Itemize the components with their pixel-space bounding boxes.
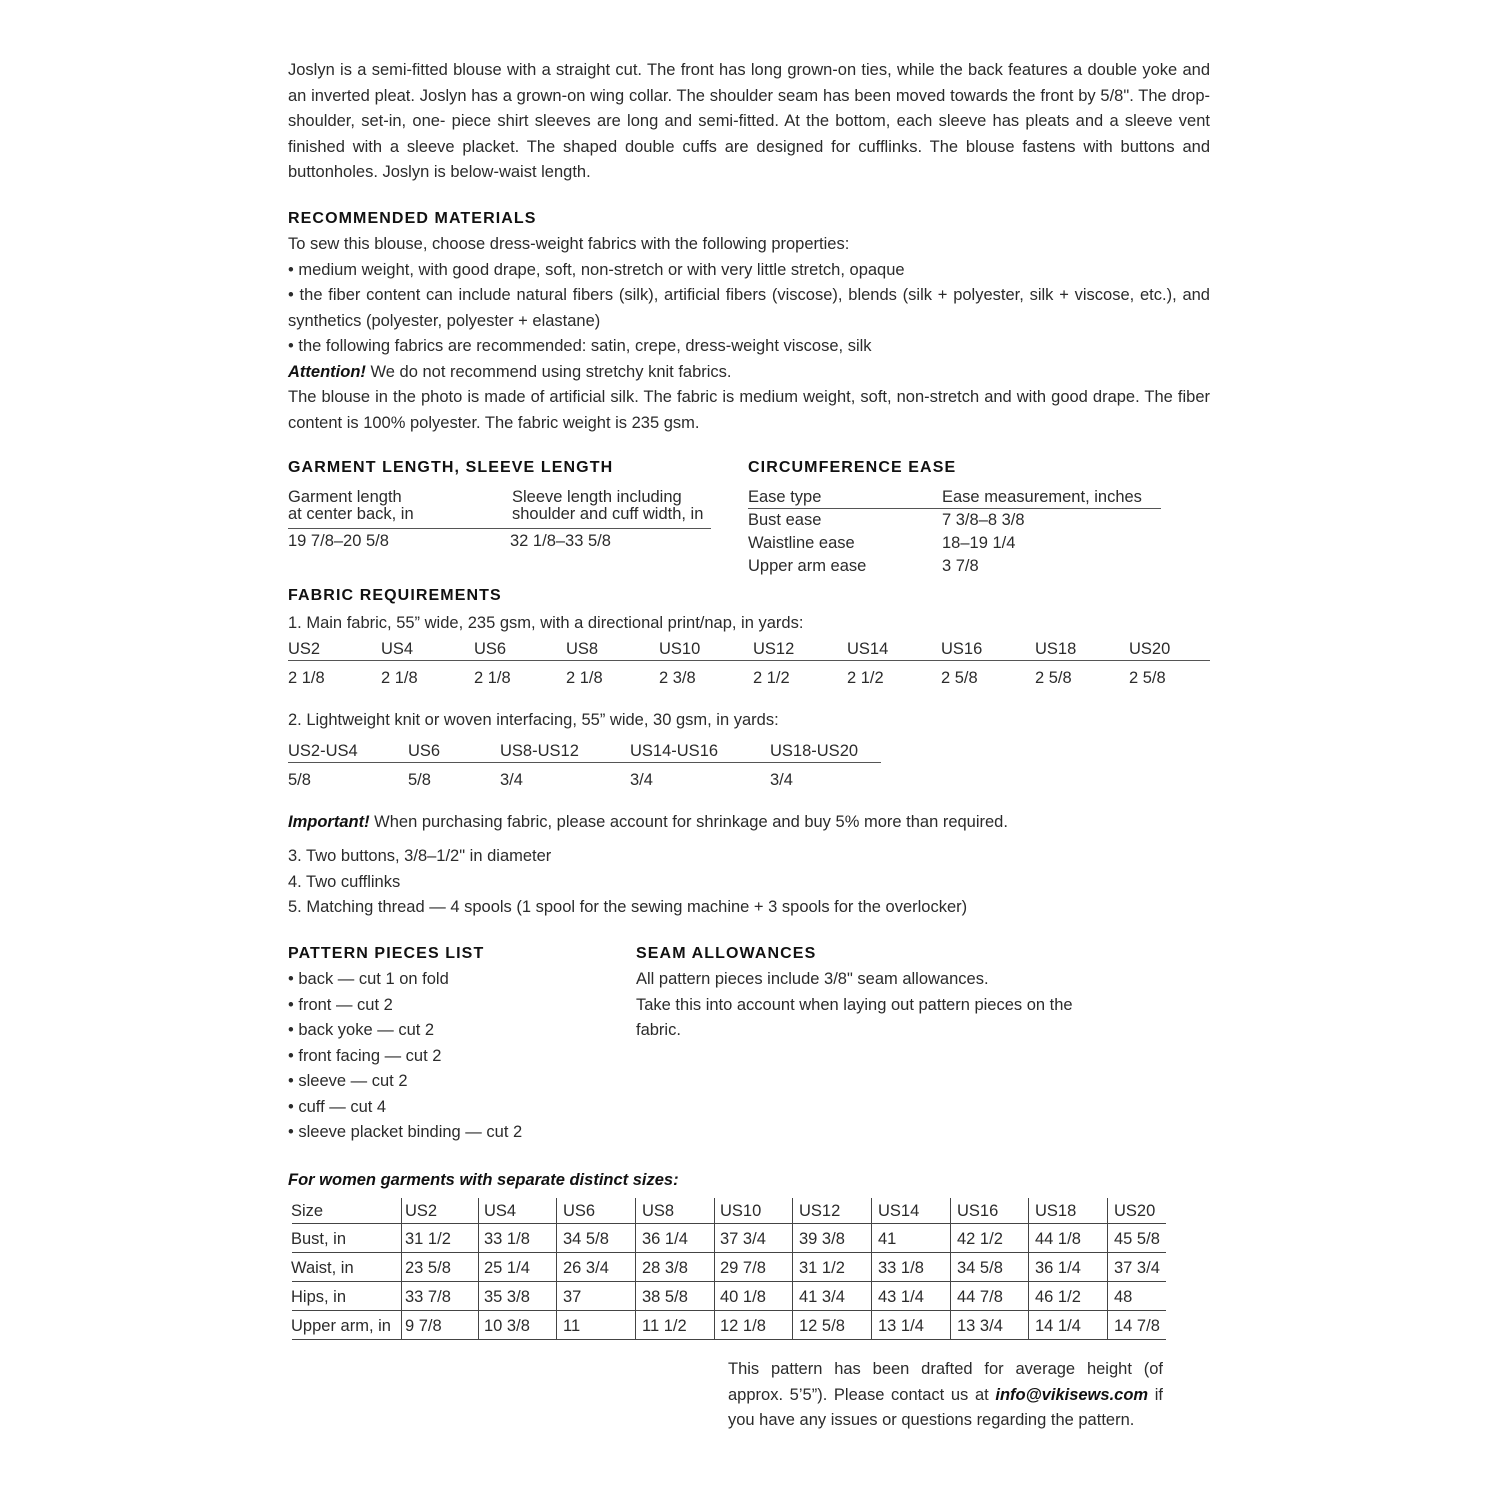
row-divider [292, 1223, 1166, 1224]
list-item: • front — cut 2 [288, 995, 393, 1014]
size-label: US6 [474, 640, 507, 658]
col-divider [556, 1198, 557, 1340]
size-chart-cell: 33 7/8 [405, 1288, 451, 1306]
header-line: Garment length [288, 488, 402, 506]
size-label: US8 [566, 640, 599, 658]
size-chart-cell: 44 7/8 [957, 1288, 1003, 1306]
ease-col-value: Ease measurement, inches [942, 488, 1142, 506]
header-line: shoulder and cuff width, in [512, 505, 704, 523]
col-divider [792, 1198, 793, 1340]
size-chart-cell: 37 [563, 1288, 582, 1306]
col-divider [478, 1198, 479, 1340]
size-label: US14-US16 [630, 742, 719, 760]
list-item: • sleeve — cut 2 [288, 1072, 408, 1090]
size-label: US20 [1129, 640, 1171, 658]
interfacing-label: 2. Lightweight knit or woven interfacing, 55” wide, 30 gsm, in yards: [288, 711, 779, 729]
size-chart-cell: 37 3/4 [1114, 1259, 1160, 1277]
size-chart-header-cell: US20 [1114, 1202, 1156, 1220]
size-chart-row-label: Bust, in [291, 1230, 347, 1248]
header-line: Sleeve length including [512, 488, 682, 506]
attention-text: We do not recommend using stretchy knit fabrics. [365, 362, 732, 381]
attention-note [288, 360, 1210, 386]
size-chart-header-cell: US12 [799, 1202, 841, 1220]
size-label: US10 [659, 640, 701, 658]
row-divider [292, 1252, 1166, 1253]
seam-heading: SEAM ALLOWANCES [636, 945, 817, 962]
size-chart-cell: 38 5/8 [642, 1288, 688, 1306]
size-chart-title: For women garments with separate distinct sizes: [288, 1171, 679, 1189]
col-divider [1107, 1198, 1108, 1340]
size-chart-cell: 45 5/8 [1114, 1230, 1160, 1248]
contact-email-link[interactable]: info@vikisews.com [995, 1385, 1149, 1404]
yardage-value: 5/8 [288, 771, 311, 789]
footer-text: This pattern has been drafted for average height (of approx. 5’5”). Please contact us at [728, 1360, 1163, 1404]
size-label: US12 [753, 640, 795, 658]
sleeve-length-col2-header [512, 489, 703, 523]
size-chart-cell: 33 1/8 [484, 1230, 530, 1248]
ease-type: Bust ease [748, 511, 822, 529]
size-chart-cell: 13 1/4 [878, 1317, 924, 1335]
size-chart-cell: 11 [563, 1317, 581, 1335]
yardage-value: 2 1/2 [753, 669, 790, 687]
photo-note: The blouse in the photo is made of artificial silk. The fabric is medium weight, soft, non-stretch and with good drape. The fiber content is 100% polyester. The fabric weight is 235 gsm. [288, 388, 1210, 432]
size-chart-header-cell: US6 [563, 1202, 596, 1220]
size-chart-cell: 31 1/2 [799, 1259, 845, 1277]
table-divider [288, 762, 881, 763]
garment-length-value: 19 7/8–20 5/8 [288, 532, 389, 550]
row-divider [292, 1339, 1166, 1340]
yardage-value: 2 5/8 [1129, 669, 1166, 687]
size-chart-cell: 42 1/2 [957, 1230, 1003, 1248]
important-label: Important! [288, 813, 370, 831]
list-item: • back — cut 1 on fold [288, 970, 449, 988]
size-chart-cell: 44 1/8 [1035, 1230, 1081, 1248]
yardage-value: 2 1/8 [381, 669, 418, 687]
sleeve-length-value: 32 1/8–33 5/8 [510, 532, 611, 550]
size-chart-cell: 43 1/4 [878, 1288, 924, 1306]
size-chart-cell: 31 1/2 [405, 1230, 451, 1248]
size-chart-header-cell: US16 [957, 1202, 999, 1220]
row-divider [292, 1281, 1166, 1282]
col-divider [714, 1198, 715, 1340]
size-chart-header-cell: US4 [484, 1202, 517, 1220]
ease-value: 18–19 1/4 [942, 534, 1016, 552]
ease-heading: CIRCUMFERENCE EASE [748, 459, 957, 476]
seam-line: All pattern pieces include 3/8" seam allowances. [636, 970, 989, 988]
size-chart-header-cell: US8 [642, 1202, 675, 1220]
size-chart-cell: 12 5/8 [799, 1317, 845, 1335]
size-chart-cell: 40 1/8 [720, 1288, 766, 1306]
yardage-value: 2 1/8 [474, 669, 511, 687]
seam-line: Take this into account when laying out pattern pieces on the fabric. [636, 995, 1073, 1039]
table-divider [288, 528, 711, 529]
header-line: at center back, in [288, 505, 414, 523]
size-chart-header-cell: US10 [720, 1202, 762, 1220]
ease-value: 7 3/8–8 3/8 [942, 511, 1025, 529]
size-chart-cell: 35 3/8 [484, 1288, 530, 1306]
list-item: • cuff — cut 4 [288, 1097, 387, 1116]
intro-paragraph: Joslyn is a semi-fitted blouse with a straight cut. The front has long grown-on ties, while the back features a double yoke and an inverted pleat. Joslyn has a grown-on wing collar. The shoulder seam has been moved towards the front by 5/8". The drop-shoulder, set-in, one- piece shirt sleeves are long and semi-fitted. At the bottom, each sleeve has pleats and a sleeve vent finished with a sleeve placket. The shaped double cuffs are designed for cufflinks. The blouse fastens with buttons and buttonholes. Joslyn is below-waist length. [288, 61, 1210, 181]
list-item: • front facing — cut 2 [288, 1046, 442, 1065]
materials-section [288, 232, 1210, 436]
materials-bullet: • medium weight, with good drape, soft, non-stretch or with very little stretch, opaque [288, 260, 905, 279]
list-item: • sleeve placket binding — cut 2 [288, 1123, 523, 1141]
size-chart-cell: 39 3/8 [799, 1230, 845, 1248]
size-chart-cell: 28 3/8 [642, 1259, 688, 1277]
materials-lead: To sew this blouse, choose dress-weight fabrics with the following properties: [288, 235, 850, 253]
col-divider [871, 1198, 872, 1340]
ease-type: Upper arm ease [748, 557, 867, 575]
size-chart-cell: 26 3/4 [563, 1259, 609, 1277]
col-divider [950, 1198, 951, 1340]
col-divider [635, 1198, 636, 1340]
size-label: US6 [408, 742, 441, 760]
yardage-value: 2 1/8 [288, 669, 325, 687]
list-item: 4. Two cufflinks [288, 872, 401, 891]
yardage-value: 3/4 [770, 771, 793, 789]
col-divider [1028, 1198, 1029, 1340]
yardage-value: 3/4 [500, 771, 523, 789]
fabric-heading: FABRIC REQUIREMENTS [288, 587, 502, 604]
size-chart-cell: 36 1/4 [1035, 1259, 1081, 1277]
col-divider [401, 1198, 402, 1340]
yardage-value: 2 1/8 [566, 669, 603, 687]
garment-length-heading: GARMENT LENGTH, SLEEVE LENGTH [288, 459, 614, 476]
ease-col-type: Ease type [748, 488, 822, 506]
size-chart-row-label: Hips, in [291, 1288, 347, 1306]
list-item: 3. Two buttons, 3/8–1/2" in diameter [288, 847, 552, 865]
size-chart-cell: 11 1/2 [642, 1317, 687, 1335]
main-fabric-label: 1. Main fabric, 55” wide, 235 gsm, with a directional print/nap, in yards: [288, 614, 804, 632]
table-divider [748, 508, 1161, 509]
size-chart-cell: 33 1/8 [878, 1259, 924, 1277]
size-chart-header-cell: US14 [878, 1202, 920, 1220]
size-chart-header-cell: US2 [405, 1202, 438, 1220]
size-chart-cell: 29 7/8 [720, 1259, 766, 1277]
size-chart-cell: 25 1/4 [484, 1259, 530, 1277]
size-chart-cell: 46 1/2 [1035, 1288, 1081, 1306]
size-label: US18-US20 [770, 742, 859, 760]
yardage-value: 2 5/8 [1035, 669, 1072, 687]
size-chart-cell: 34 5/8 [563, 1230, 609, 1248]
size-chart-cell: 36 1/4 [642, 1230, 688, 1248]
yardage-value: 2 1/2 [847, 669, 884, 687]
yardage-value: 5/8 [408, 771, 431, 789]
yardage-value: 2 5/8 [941, 669, 978, 687]
notions-list [288, 844, 1210, 921]
seam-text [636, 967, 1076, 1044]
materials-heading: RECOMMENDED MATERIALS [288, 210, 537, 227]
footer-text: if you have any issues or questions regarding the pattern. [728, 1385, 1163, 1429]
size-chart-cell: 37 3/4 [720, 1230, 766, 1248]
size-label: US8-US12 [500, 742, 579, 760]
materials-bullet: • the following fabrics are recommended: satin, crepe, dress-weight viscose, silk [288, 337, 872, 355]
size-chart-cell: 14 7/8 [1114, 1317, 1160, 1335]
ease-type: Waistline ease [748, 534, 855, 552]
size-chart-cell: 23 5/8 [405, 1259, 451, 1277]
size-label: US2-US4 [288, 742, 358, 760]
yardage-value: 3/4 [630, 771, 653, 789]
row-divider [292, 1310, 1166, 1311]
attention-label: Attention! [288, 362, 366, 381]
size-chart-cell: 13 3/4 [957, 1317, 1003, 1335]
materials-bullet: • the fiber content can include natural fibers (silk), artificial fibers (viscose), blends (silk + polyester, silk + viscose, etc.), and synthetics (polyester, polyester + elastane) [288, 286, 1210, 330]
list-item: 5. Matching thread — 4 spools (1 spool for the sewing machine + 3 spools for the overlocker) [288, 898, 968, 916]
size-chart-cell: 9 7/8 [405, 1317, 442, 1335]
pieces-heading: PATTERN PIECES LIST [288, 945, 485, 962]
size-label: US2 [288, 640, 321, 658]
important-note [288, 813, 1008, 832]
size-label: US16 [941, 640, 983, 658]
size-chart-header-cell: US18 [1035, 1202, 1077, 1220]
size-chart-cell: 34 5/8 [957, 1259, 1003, 1277]
size-chart-cell: 14 1/4 [1035, 1317, 1081, 1335]
table-divider [288, 660, 1210, 661]
size-label: US18 [1035, 640, 1077, 658]
size-chart-row-label: Waist, in [291, 1259, 354, 1277]
size-chart-cell: 41 [878, 1230, 897, 1248]
list-item: • back yoke — cut 2 [288, 1021, 435, 1039]
size-chart-cell: 12 1/8 [720, 1317, 766, 1335]
footer-note [728, 1357, 1163, 1434]
size-chart-cell: 48 [1114, 1288, 1133, 1306]
ease-value: 3 7/8 [942, 557, 979, 575]
size-label: US4 [381, 640, 414, 658]
pieces-list [288, 967, 618, 1146]
important-text: When purchasing fabric, please account for shrinkage and buy 5% more than required. [369, 813, 1008, 831]
size-chart-row-label: Upper arm, in [291, 1317, 391, 1335]
size-chart-cell: 10 3/8 [484, 1317, 530, 1335]
yardage-value: 2 3/8 [659, 669, 696, 687]
size-chart-header-cell: Size [291, 1202, 324, 1220]
size-chart-cell: 41 3/4 [799, 1288, 845, 1306]
size-label: US14 [847, 640, 889, 658]
garment-length-col1-header [288, 489, 414, 523]
